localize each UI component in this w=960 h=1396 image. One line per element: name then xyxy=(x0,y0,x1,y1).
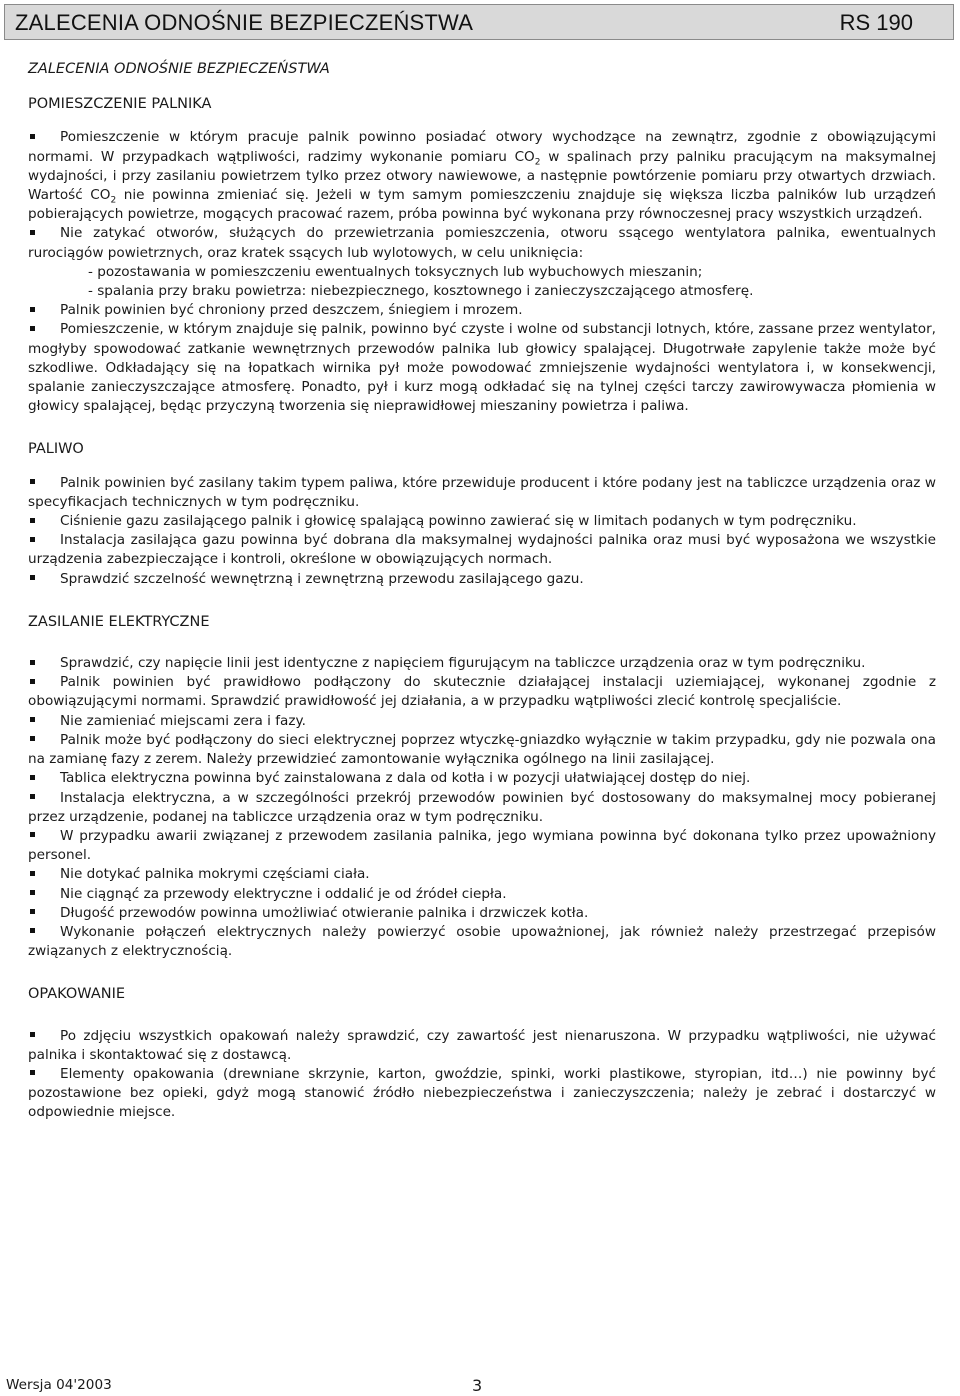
section-packaging xyxy=(28,985,936,1122)
bullet-icon xyxy=(28,827,60,846)
list-item: Tablica elektryczna powinna być zainstalowana z dala od kotła i w pozycji ułatwiającej dostęp do niej. xyxy=(28,769,936,788)
bullet-icon xyxy=(28,673,60,692)
section-title: PALIWO xyxy=(28,441,84,458)
list-item: Ciśnienie gazu zasilającego palnik i głowicę spalającą powinno zawierać się w limitach podanych w tym podręczniku. xyxy=(28,512,936,531)
section-burner-room xyxy=(28,95,936,416)
list-item: Palnik powinien być chroniony przed deszczem, śniegiem i mrozem. xyxy=(28,301,936,320)
section-fuel xyxy=(28,440,936,588)
bullet-icon xyxy=(28,531,60,550)
section-title: OPAKOWANIE xyxy=(28,986,126,1003)
bullet-icon xyxy=(28,1065,60,1084)
sub-item: - pozostawania w pomieszczeniu ewentualnych toksycznych lub wybuchowych mieszanin; xyxy=(88,263,703,280)
bullet-icon xyxy=(28,301,60,320)
bullet-icon xyxy=(28,128,60,147)
section-electrical xyxy=(28,613,936,961)
page-number: 3 xyxy=(472,1376,483,1395)
sub-item: - spalania przy braku powietrza: niebezpiecznego, kosztownego i zanieczyszczającego atmosferę. xyxy=(88,283,754,300)
bullet-icon xyxy=(28,474,60,493)
list-item: Pomieszczenie w którym pracuje palnik powinno posiadać otwory wychodzące na zewnątrz, zgodnie z obowiązującymi normami. W przypadkach wątpliwości, radzimy wykonanie pomiaru $CO_2$ w spalinach przy palniku pracującym na maksymalnej wydajności, i przy zasilaniu powietrzem tylko przez otwory nawiewowe, a następnie powtórzenie pomiaru przy otwartych drzwiach. Wartość $CO_2$ nie powinna zmieniać się. Jeżeli w tym samym pomieszczeniu znajduje się większa liczba palników lub urządzeń pobierających powietrze, mogących pracować razem, próba powinna być wykonana przy równoczesnej pracy wszystkich urządzeń. xyxy=(28,129,937,223)
document-title: ZALECENIA ODNOŚNIE BEZPIECZEŃSTWA xyxy=(28,61,330,77)
list-item: Elementy opakowania (drewniane skrzynie, karton, gwoździe, spinki, worki plastikowe, styropian, itd…) nie powinny być pozostawione bez opieki, gdyż mogą stanowić źródło niebezpieczeństwa i zanieczyszczenia; należy je zebrać i dostarczyć w odpowiednie miejsce. xyxy=(28,1065,936,1121)
bullet-icon xyxy=(28,923,60,942)
list-item: Nie ciągnąć za przewody elektryczne i oddalić je od źródeł ciepła. xyxy=(28,885,936,904)
bullet-icon xyxy=(28,789,60,808)
footer-version: Wersja 04'2003 xyxy=(6,1377,112,1393)
section-title: POMIESZCZENIE PALNIKA xyxy=(28,96,212,113)
list-item: Nie dotykać palnika mokrymi częściami ciała. xyxy=(28,865,936,884)
list-item: Pomieszczenie, w którym znajduje się palnik, powinno być czyste i wolne od substancji lotnych, które, zassane przez wentylator, mogłyby spowodować zatkanie wewnętrznych przewodów palnika lub głowicy spalającej. Długotrwałe zapylenie także może być szkodliwe. Odkładający się na łopatkach wirnika pył może powodować zmniejszenie wydajności wentylatora i, w konsekwencji, spalanie zanieczyszczające atmosferę. Ponadto, pył i kurz mogą odkładać się na tylnej części tarczy zawirowywacza płomienia w głowicy spalającej, będąc przyczyną tworzenia się nieprawidłowej mieszaniny powietrza i paliwa. xyxy=(28,321,936,415)
list-item: Nie zatykać otworów, służących do przewietrzania pomieszczenia, otworu ssącego wentylatora palnika, ewentualnych rurociągów powietrznych, oraz kratek ssących lub wylotowych, w celu uniknięcia: xyxy=(28,225,936,261)
list-item: Instalacja zasilająca gazu powinna być dobrana dla maksymalnej wydajności palnika oraz musi być wyposażona we wszystkie urządzenia zabezpieczające i kontroli, określone w obowiązujących normach. xyxy=(28,532,936,568)
bullet-icon xyxy=(28,731,60,750)
bullet-icon xyxy=(28,1027,60,1046)
list-item: Sprawdzić, czy napięcie linii jest identyczne z napięciem figurującym na tabliczce urządzenia oraz w tym podręczniku. xyxy=(28,654,936,673)
bullet-icon xyxy=(28,320,60,339)
bullet-icon xyxy=(28,654,60,673)
bullet-icon xyxy=(28,865,60,884)
bullet-icon xyxy=(28,224,60,243)
section-title: ZASILANIE ELEKTRYCZNE xyxy=(28,613,210,630)
page-header xyxy=(4,4,954,40)
header-title: ZALECENIA ODNOŚNIE BEZPIECZEŃSTWA xyxy=(15,10,474,35)
bullet-icon xyxy=(28,570,60,589)
list-item: Palnik może być podłączony do sieci elektrycznej poprzez wtyczkę-gniazdko wyłącznie w takim przypadku, gdy nie pozwala ona na zamianę fazy z zerem. Należy przewidzieć zamontowanie wyłącznika ogólnego na linii zasilającej. xyxy=(28,731,936,768)
list-item: Palnik powinien być zasilany takim typem paliwa, które przewiduje producent i które podany jest na tabliczce urządzenia oraz w specyfikacjach technicznych w tym podręczniku. xyxy=(28,474,936,510)
model-code: RS 190 xyxy=(839,10,913,35)
list-item: Palnik powinien być prawidłowo podłączony do skutecznie działającej instalacji uziemiającej, wykonanej zgodnie z obowiązującymi normami. Sprawdzić prawidłowość jej działania, a w przypadku wątpliwości zlecić kontrolę specjaliście. xyxy=(28,674,936,710)
list-item: Po zdjęciu wszystkich opakowań należy sprawdzić, czy zawartość jest nienaruszona. W przypadku wątpliwości, nie używać palnika i skontaktować się z dostawcą. xyxy=(28,1027,936,1063)
bullet-icon xyxy=(28,712,60,731)
bullet-icon xyxy=(28,885,60,904)
list-item: Sprawdzić szczelność wewnętrzną i zewnętrzną przewodu zasilającego gazu. xyxy=(28,570,936,589)
list-item: Długość przewodów powinna umożliwiać otwieranie palnika i drzwiczek kotła. xyxy=(28,904,936,923)
bullet-icon xyxy=(28,512,60,531)
document-body xyxy=(28,60,936,1147)
list-item: Nie zamieniać miejscami zera i fazy. xyxy=(28,712,936,731)
bullet-icon xyxy=(28,904,60,923)
list-item: Instalacja elektryczna, a w szczególności przekrój przewodów powinien być dostosowany do maksymalnej mocy pobieranej przez urządzenie, podanej na tabliczce urządzenia oraz w tym podręczniku. xyxy=(28,789,936,825)
list-item: W przypadku awarii związanej z przewodem zasilania palnika, jego wymiana powinna być dokonana tylko przez upoważniony personel. xyxy=(28,827,936,864)
list-item: Wykonanie połączeń elektrycznych należy powierzyć osobie upoważnionej, jak również należy przestrzegać przepisów związanych z elektrycznością. xyxy=(28,923,936,960)
bullet-icon xyxy=(28,769,60,788)
